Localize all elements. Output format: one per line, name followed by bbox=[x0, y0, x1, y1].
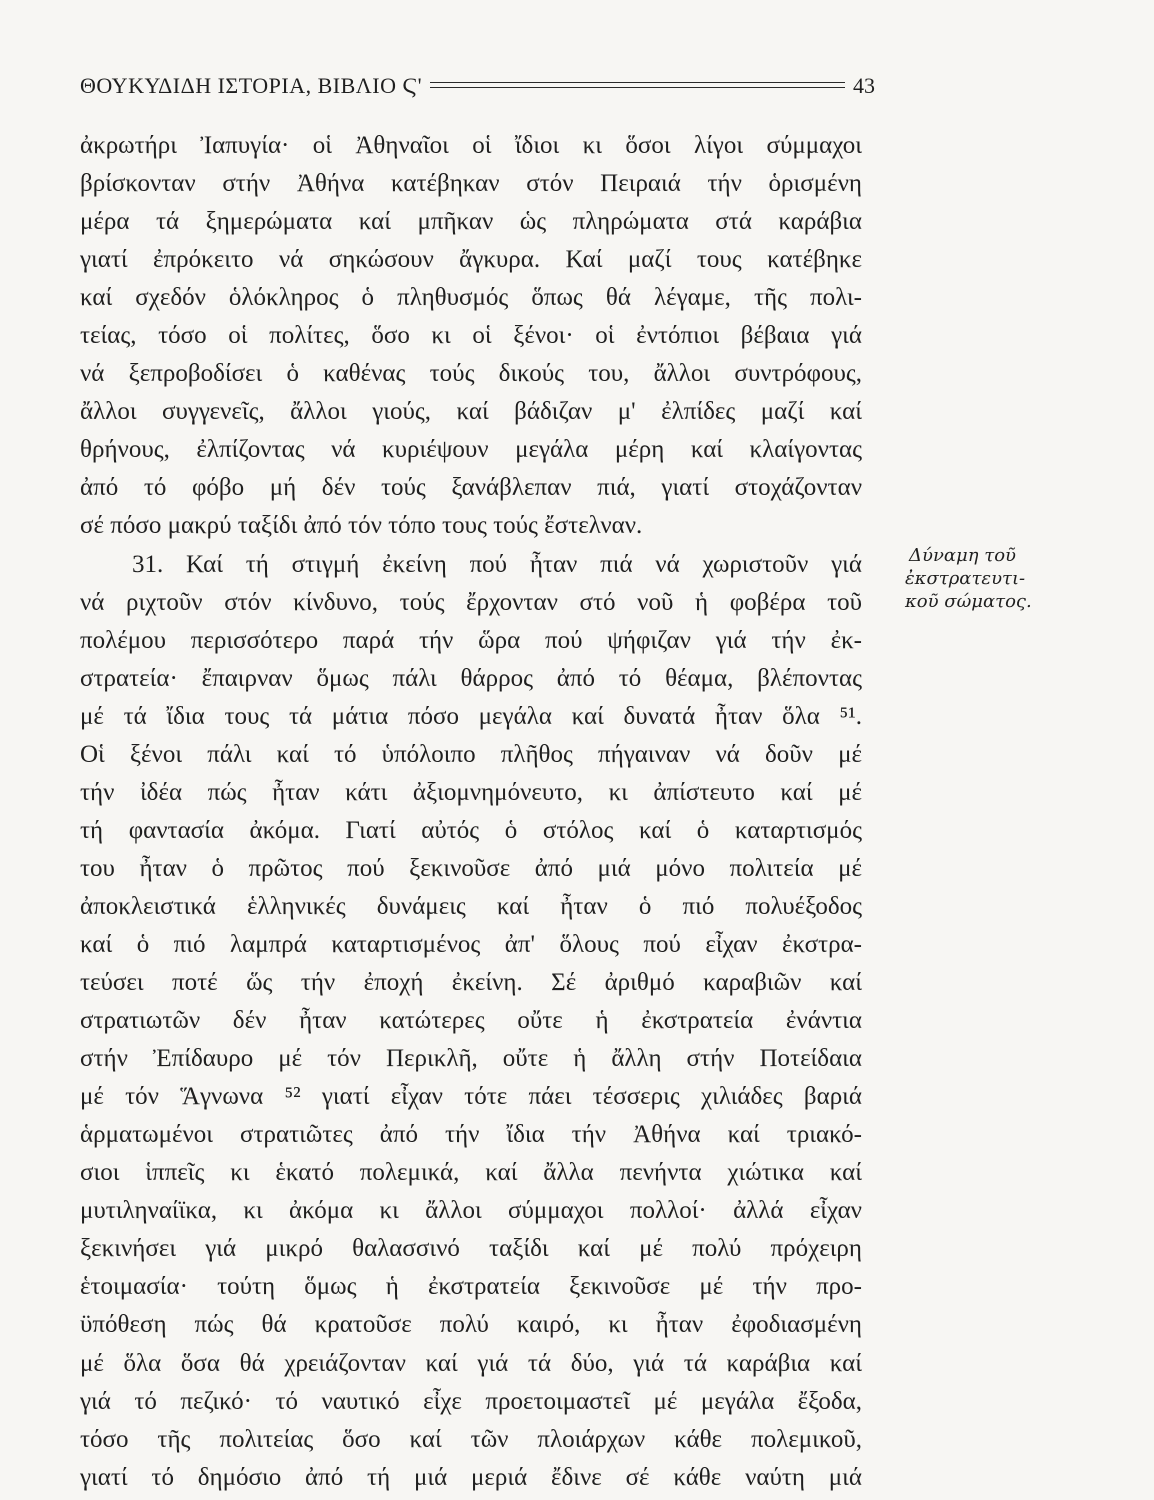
text-line-25: στήν Ἐπίδαυρο μέ τόν Περικλῆ, οὔτε ἡ ἄλλη στήν Ποτείδαια bbox=[80, 1045, 862, 1073]
body-text bbox=[80, 127, 862, 1497]
text-line-2: βρίσκονταν στήν Ἀθήνα κατέβηκαν στόν Πειραιά τήν ὁρισμένη bbox=[80, 170, 862, 198]
text-line-32: ϋπόθεση πώς θά κρατοῦσε πολύ καιρό, κι ἦταν ἐφοδιασμένη bbox=[80, 1311, 862, 1339]
margin-note bbox=[905, 544, 1095, 613]
text-line-27: ἁρματωμένοι στρατιῶτες ἀπό τήν ἴδια τήν Ἀθήνα καί τριακό- bbox=[80, 1121, 862, 1149]
text-line-20: του ἦταν ὁ πρῶτος πού ξεκινοῦσε ἀπό μιά μόνο πολιτεία μέ bbox=[80, 854, 862, 882]
margin-note-line-2: ἐκστρατευτι- bbox=[905, 568, 1026, 589]
text-line-8: ἄλλοι συγγενεῖς, ἄλλοι γιούς, καί βάδιζαν μ' ἐλπίδες μαζί καί bbox=[80, 398, 862, 426]
text-line-31: ἑτοιμασία· τούτη ὅμως ἡ ἐκστρατεία ξεκινοῦσε μέ τήν προ- bbox=[80, 1273, 862, 1301]
text-line-4: γιατί ἐπρόκειτο νά σηκώσουν ἄγκυρα. Καί μαζί τους κατέβηκε bbox=[80, 246, 862, 274]
text-line-29: μυτιληναίϊκα, κι ἀκόμα κι ἄλλοι σύμμαχοι πολλοί· ἀλλά εἶχαν bbox=[80, 1197, 862, 1225]
text-line-35: τόσο τῆς πολιτείας ὅσο καί τῶν πλοιάρχων κάθε πολεμικοῦ, bbox=[80, 1425, 862, 1453]
text-line-9: θρήνους, ἐλπίζοντας νά κυριέψουν μεγάλα μέρη καί κλαίγοντας bbox=[80, 436, 862, 464]
text-line-18: τήν ἰδέα πώς ἦταν κάτι ἀξιομνημόνευτο, κι ἀπίστευτο καί μέ bbox=[80, 778, 862, 806]
text-line-28: σιοι ἱππεῖς κι ἑκατό πολεμικά, καί ἄλλα πενήντα χιώτικα καί bbox=[80, 1159, 862, 1187]
text-line-24: στρατιωτῶν δέν ἦταν κατώτερες οὔτε ἡ ἐκστρατεία ἐνάντια bbox=[80, 1007, 862, 1035]
text-line-23: τεύσει ποτέ ὥς τήν ἐποχή ἐκείνη. Σέ ἀριθμό καραβιῶν καί bbox=[80, 969, 862, 997]
text-line-1: ἀκρωτήρι Ἰαπυγία· οἱ Ἀθηναῖοι οἱ ἴδιοι κι ὅσοι λίγοι σύμμαχοι bbox=[80, 132, 862, 159]
text-line-10: ἀπό τό φόβο μή δέν τούς ξανάβλεπαν πιά, γιατί στοχάζονταν bbox=[80, 474, 862, 502]
margin-note-line-1: Δύναμη τοῦ bbox=[909, 545, 1016, 566]
header-rule-bottom bbox=[430, 87, 845, 88]
text-line-16: μέ τά ἴδια τους τά μάτια πόσο μεγάλα καί δυνατά ἦταν ὅλα ⁵¹. bbox=[80, 702, 862, 730]
text-line-33: μέ ὅλα ὅσα θά χρειάζονταν καί γιά τά δύο, γιά τά καράβια καί bbox=[80, 1349, 862, 1377]
running-head bbox=[80, 68, 875, 104]
text-line-21: ἀποκλειστικά ἑλληνικές δυνάμεις καί ἦταν ὁ πιό πολυέξοδος bbox=[80, 892, 862, 920]
text-line-11: σέ πόσο μακρύ ταξίδι ἀπό τόν τόπο τους τούς ἔστελναν. bbox=[80, 512, 643, 540]
header-rule-top bbox=[430, 82, 845, 83]
text-line-3: μέρα τά ξημερώματα καί μπῆκαν ὡς πληρώματα στά καράβια bbox=[80, 208, 862, 236]
text-line-19: τή φαντασία ἀκόμα. Γιατί αὐτός ὁ στόλος καί ὁ καταρτισμός bbox=[80, 816, 862, 844]
page-number: 43 bbox=[853, 73, 875, 98]
margin-note-line-3: κοῦ σώματος. bbox=[905, 591, 1032, 612]
running-title: ΘΟΥΚΥΔΙΔΗ ΙΣΤΟΡΙΑ, ΒΙΒΛΙΟ Ϛ' bbox=[80, 73, 423, 98]
text-line-15: στρατεία· ἔπαιρναν ὅμως πάλι θάρρος ἀπό τό θέαμα, βλέποντας bbox=[80, 664, 862, 692]
text-line-22: καί ὁ πιό λαμπρά καταρτισμένος ἀπ' ὅλους πού εἶχαν ἐκστρα- bbox=[80, 930, 862, 958]
text-line-12: 31. Καί τή στιγμή ἐκείνη πού ἦταν πιά νά χωριστοῦν γιά bbox=[132, 550, 862, 578]
text-line-7: νά ξεπροβοδίσει ὁ καθένας τούς δικούς του, ἄλλοι συντρόφους, bbox=[80, 360, 862, 388]
text-line-5: καί σχεδόν ὁλόκληρος ὁ πληθυσμός ὅπως θά λέγαμε, τῆς πολι- bbox=[80, 284, 862, 312]
text-line-6: τείας, τόσο οἱ πολίτες, ὅσο κι οἱ ξένοι· οἱ ἐντόπιοι βέβαια γιά bbox=[80, 322, 862, 350]
text-line-36: γιατί τό δημόσιο ἀπό τή μιά μεριά ἔδινε σέ κάθε ναύτη μιά bbox=[80, 1463, 862, 1491]
text-line-17: Οἱ ξένοι πάλι καί τό ὑπόλοιπο πλῆθος πήγαιναν νά δοῦν μέ bbox=[80, 740, 862, 768]
text-line-26: μέ τόν Ἅγνωνα ⁵² γιατί εἶχαν τότε πάει τέσσερις χιλιάδες βαριά bbox=[80, 1083, 862, 1111]
text-line-34: γιά τό πεζικό· τό ναυτικό εἶχε προετοιμαστεῖ μέ μεγάλα ἔξοδα, bbox=[80, 1387, 862, 1415]
text-line-13: νά ριχτοῦν στόν κίνδυνο, τούς ἔρχονταν στό νοῦ ἡ φοβέρα τοῦ bbox=[80, 588, 862, 616]
header-double-rule bbox=[430, 81, 845, 91]
text-line-14: πολέμου περισσότερο παρά τήν ὥρα πού ψήφιζαν γιά τήν ἐκ- bbox=[80, 626, 862, 654]
text-line-30: ξεκινήσει γιά μικρό θαλασσινό ταξίδι καί μέ πολύ πρόχειρη bbox=[80, 1235, 862, 1263]
